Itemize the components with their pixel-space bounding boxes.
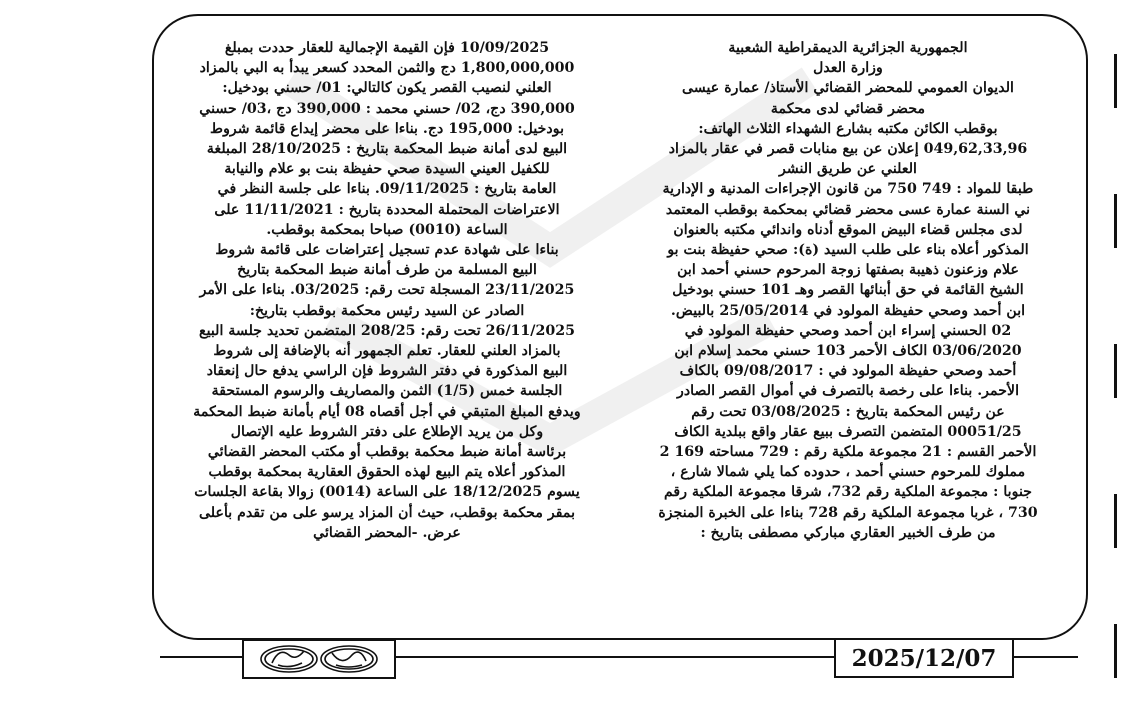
left-body-text (170, 38, 604, 543)
header-line-7: العلني عن طريق النشر (779, 161, 917, 178)
left-body-line: للكفيل العيني السيدة صحي حفيظة بنت بو علام والنيابة (224, 161, 550, 178)
header-line-1: الجمهورية الجزائرية الديمقراطية الشعبية (728, 40, 968, 56)
right-body-line: ني السنة عمارة عسى محضر قضائي بمحكمة بوقطب المعتمد (665, 201, 1031, 218)
calligraphy-logo-icon (244, 641, 394, 677)
right-body-line: عن رئيس المحكمة بتاريخ : 03/08/2025 تحت رقم (691, 403, 1005, 420)
header-line-4: محضر قضائي لدى محكمة (770, 100, 926, 117)
header-line-3: الديوان العمومي للمحضر القضائي الأستاذ/ عمارة عيسى (682, 80, 1014, 97)
left-body-line: 1,800,000,000 دج والثمن المحدد كسعر يبدأ به البي بالمزاد (199, 60, 575, 77)
left-body-line: العامة بتاريخ : 09/11/2025. بناءا على جلسة النظر في (217, 181, 557, 198)
left-body-line: بناءا على شهادة عدم تسجيل إعتراضات على قائمة شروط (215, 242, 559, 259)
right-body-line: أحمد وصحي حفيظة المولود في : 09/08/2017 بالكاف (679, 363, 1017, 380)
left-body-line: 390,000 دج، 02/ حسني محمد : 390,000 دج ،03/ حسني (199, 100, 575, 117)
left-body-line: بودخيل: 195,000 دج. بناءا على محضر إيداع قائمة شروط (209, 120, 565, 137)
left-body-line: الجلسة خمس (1/5) الثمن والمصاريف والرسوم المستحقة (211, 383, 563, 400)
left-body-line: 23/11/2025 المسجلة تحت رقم: 03/2025. بناءا على الأمر (199, 282, 575, 299)
header-line-6: 049,62,33,96 إعلان عن بيع منابات قصر في عقار بالمزاد (668, 141, 1028, 158)
right-body-line: طبقا للمواد : 749 750 من قانون الإجراءات المدنية و الإدارية (662, 181, 1034, 198)
bottom-rule-middle (396, 656, 834, 658)
left-body-line: 26/11/2025 تحت رقم: 208/25 المتضمن تحديد جلسة البيع (199, 322, 575, 339)
left-body-line: الصادر عن السيد رئيس محكمة بوقطب بتاريخ: (249, 302, 525, 319)
right-body-line: ابن أحمد وصحي حفيظة المولود في 25/05/2014 بالبيض. (670, 302, 1026, 319)
left-body-line: وكل من يريد الإطلاع على دفتر الشروط عليه الإتصال (230, 423, 544, 440)
header-line-2: وزارة العدل (813, 60, 883, 77)
right-body-line: علام وزعنون ذهيبة بصفتها زوجة المرحوم حسني أحمد ابن (677, 262, 1019, 279)
left-body-line: بمقر محكمة بوقطب، حيث أن المزاد يرسو على من تقدم بأعلى (198, 504, 576, 521)
right-body-line: المذكور أعلاه بناء على طلب السيد (ة): صحي حفيظة بنت بو (667, 242, 1029, 259)
right-body-line: الأحمر القسم : 21 مجموعة ملكية رقم : 729 مساحته 169 2 (659, 444, 1037, 461)
right-body-line: الشيخ القائمة في حق أبنائها القصر وهـ 101 حسني بودخيل (672, 282, 1024, 299)
left-body-line: البيع لدى أمانة ضبط المحكمة بتاريخ : 28/10/2025 المبلغة (206, 141, 568, 158)
right-body-text (638, 179, 1058, 543)
left-body-line: المذكور أعلاه يتم البيع لهذه الحقوق العقارية بمحكمة بوقطب (208, 464, 566, 481)
left-body-line: عرض. -المحضر القضائي (313, 524, 461, 541)
left-column (170, 38, 604, 543)
left-body-line: البيع المذكورة في دفتر الشروط فإن الراسي يدفع حال إنعقاد (206, 363, 568, 380)
left-body-line: الاعتراضات المحتملة المحددة بتاريخ : 11/11/2021 على (214, 201, 560, 218)
left-body-line: برئاسة أمانة ضبط محكمة بوقطب أو مكتب المحضر القضائي (207, 444, 567, 461)
left-body-line: يسوم 18/12/2025 على الساعة (0014) زوالا بقاعة الجلسات (194, 484, 580, 501)
bottom-rule-right (1014, 656, 1078, 658)
left-body-line: بالمزاد العلني للعقار. تعلم الجمهور أنه بالإضافة إلى شروط (213, 343, 561, 360)
right-body-line: 02 الحسني إسراء ابن أحمد وصحي حفيظة المولود في (684, 322, 1012, 339)
left-body-line: ويدفع المبلغ المتبقي في أجل أقصاه 08 أيام بأمانة ضبط المحكمة (193, 403, 581, 420)
right-body-line: مملوك للمرحوم حسني أحمد ، حدوده كما يلي شمالا شارع ، (670, 464, 1026, 481)
newspaper-logo-box (242, 639, 396, 679)
header-line-5: بوقطب الكائن مكتبه بشارع الشهداء الثلاث الهاتف: (698, 120, 998, 137)
left-body-line: 10/09/2025 فإن القيمة الإجمالية للعقار حددت بمبلغ (224, 40, 550, 56)
page-edge-rule (1103, 54, 1119, 680)
right-body-line: من طرف الخبير العقاري مباركي مصطفى بتاريخ : (700, 524, 996, 541)
right-body-line: الأحمر. بناءا على رخصة بالتصرف في أموال القصر الصادر (676, 383, 1020, 400)
left-body-line: البيع المسلمة من طرف أمانة ضبط المحكمة بتاريخ (237, 262, 537, 279)
bottom-rule-left (160, 656, 242, 658)
publication-date: 2025/12/07 (834, 638, 1014, 678)
right-body-line: لدى مجلس قضاء البيض الموقع أدناه واندائي مكتبه بالعنوان (673, 221, 1023, 238)
right-body-line: 00051/25 المتضمن التصرف ببيع عقار واقع ببلدية الكاف (674, 423, 1022, 440)
right-column (638, 38, 1058, 543)
left-body-line: العلني لنصيب القصر يكون كالتالي: 01/ حسني بودخيل: (222, 80, 552, 97)
left-body-line: الساعة (0010) صباحا بمحكمة بوقطب. (266, 221, 508, 238)
right-body-line: جنوبا : مجموعة الملكية رقم 732، شرقا مجموعة الملكية رقم (663, 484, 1033, 501)
right-body-line: 730 ، غربا مجموعة الملكية رقم 728 بناءا على الخبرة المنجزة (658, 504, 1038, 521)
right-body-line: 03/06/2020 الكاف الأحمر 103 حسني محمد إسلام ابن (674, 343, 1022, 360)
